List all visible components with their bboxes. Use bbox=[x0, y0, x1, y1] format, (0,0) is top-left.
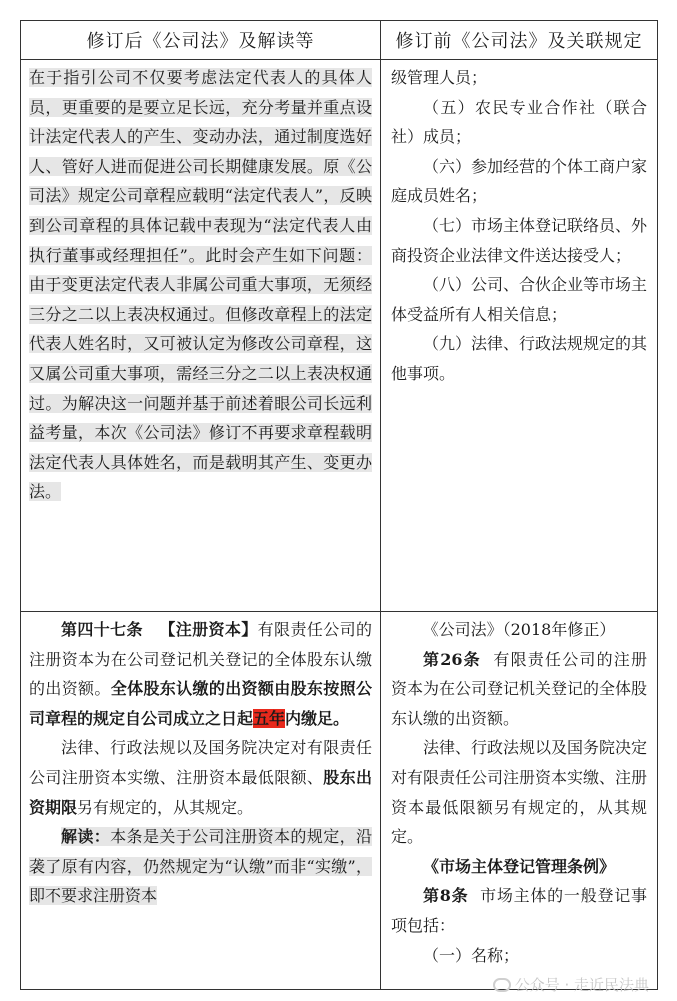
list-item: （五）农民专业合作社（联合社）成员； bbox=[391, 97, 647, 147]
wechat-icon bbox=[493, 978, 511, 992]
list-item: （九）法律、行政法规规定的其他事项。 bbox=[391, 334, 648, 383]
row1-right-cell bbox=[381, 60, 657, 611]
interpretation-text: 在于指引公司不仅要考虑法定代表人的具体人员，更重要的是要立足长远，充分考量并重点设计法定代表人的产生、变动办法，通过制度选好人、管好人进而促进公司长期健康发展。原《公司法》规定公司章程应载明“法定代表人”，反映到公司章程的具体记载中表现为“法定代表人由执行董事或经理担任”。此时会产生如下问题：由于变更法定代表人非属公司重大事项，无须经三分之二以上表决权通过。但修改章程上的法定代表人姓名时，又可被认定为修改公司章程，这又属公司重大事项，需经三分之二以上表决权通过。为解决这一问题并基于前述着眼公司长远利益考量，本次《公司法》修订不再要求章程载明法定代表人具体姓名，而是载明其产生、变更办法。 bbox=[29, 68, 372, 502]
list-item: （七）市场主体登记联络员、外商投资企业法律文件送达接受人； bbox=[391, 215, 648, 265]
interpretation-paragraph: 解读：本条是关于公司注册资本的规定，沿袭了原有内容，仍然规定为“认缴”而非“实缴”，即不要求注册资本 bbox=[29, 827, 372, 906]
regulation-title: 《市场主体登记管理条例》 bbox=[422, 856, 615, 876]
article-number: 第四十七条 bbox=[61, 620, 143, 639]
article-47-paragraph-2: 法律、行政法规以及国务院决定对有限责任公司注册资本实缴、注册资本最低限额、股东出资期限另有规定的，从其规定。 bbox=[29, 738, 372, 817]
row2-right-cell bbox=[381, 612, 657, 990]
row2-left-cell bbox=[21, 612, 381, 990]
list-item: 级管理人员； bbox=[391, 68, 488, 87]
header-right: 修订前《公司法》及关联规定 bbox=[395, 31, 643, 52]
article-title: 【注册资本】 bbox=[159, 620, 258, 639]
comparison-table bbox=[20, 20, 658, 990]
interpretation-label: 解读： bbox=[61, 827, 111, 847]
list-item: （一）名称； bbox=[423, 945, 520, 965]
article-26: 第26条 有限责任公司的注册资本为在公司登记机关登记的全体股东认缴的出资额。 bbox=[391, 649, 648, 728]
article-8: 第8条 市场主体的一般登记事项包括： bbox=[391, 886, 647, 935]
row1-left-cell bbox=[21, 60, 381, 611]
header-left: 修订后《公司法》及解读等 bbox=[21, 21, 381, 59]
watermark: 公众号 · 走近民法典 bbox=[493, 974, 649, 995]
table-row bbox=[21, 612, 657, 990]
law-title: 《公司法》（2018年修正） bbox=[422, 620, 616, 639]
list-item: （六）参加经营的个体工商户家庭成员姓名； bbox=[391, 156, 648, 206]
list-item: （八）公司、合伙企业等市场主体受益所有人相关信息； bbox=[391, 275, 648, 324]
highlight-five-years: 五年 bbox=[253, 708, 286, 728]
table-row bbox=[21, 60, 657, 612]
article-47-paragraph-1: 第四十七条 【注册资本】有限责任公司的注册资本为在公司登记机关登记的全体股东认缴的出资额。全体股东认缴的出资额由股东按照公司章程的规定自公司成立之日起五年内缴足。 bbox=[29, 620, 372, 728]
article-26-paragraph-2: 法律、行政法规以及国务院决定对有限责任公司注册资本实缴、注册资本最低限额另有规定的，从其规定。 bbox=[391, 738, 648, 847]
table-header bbox=[21, 21, 657, 60]
